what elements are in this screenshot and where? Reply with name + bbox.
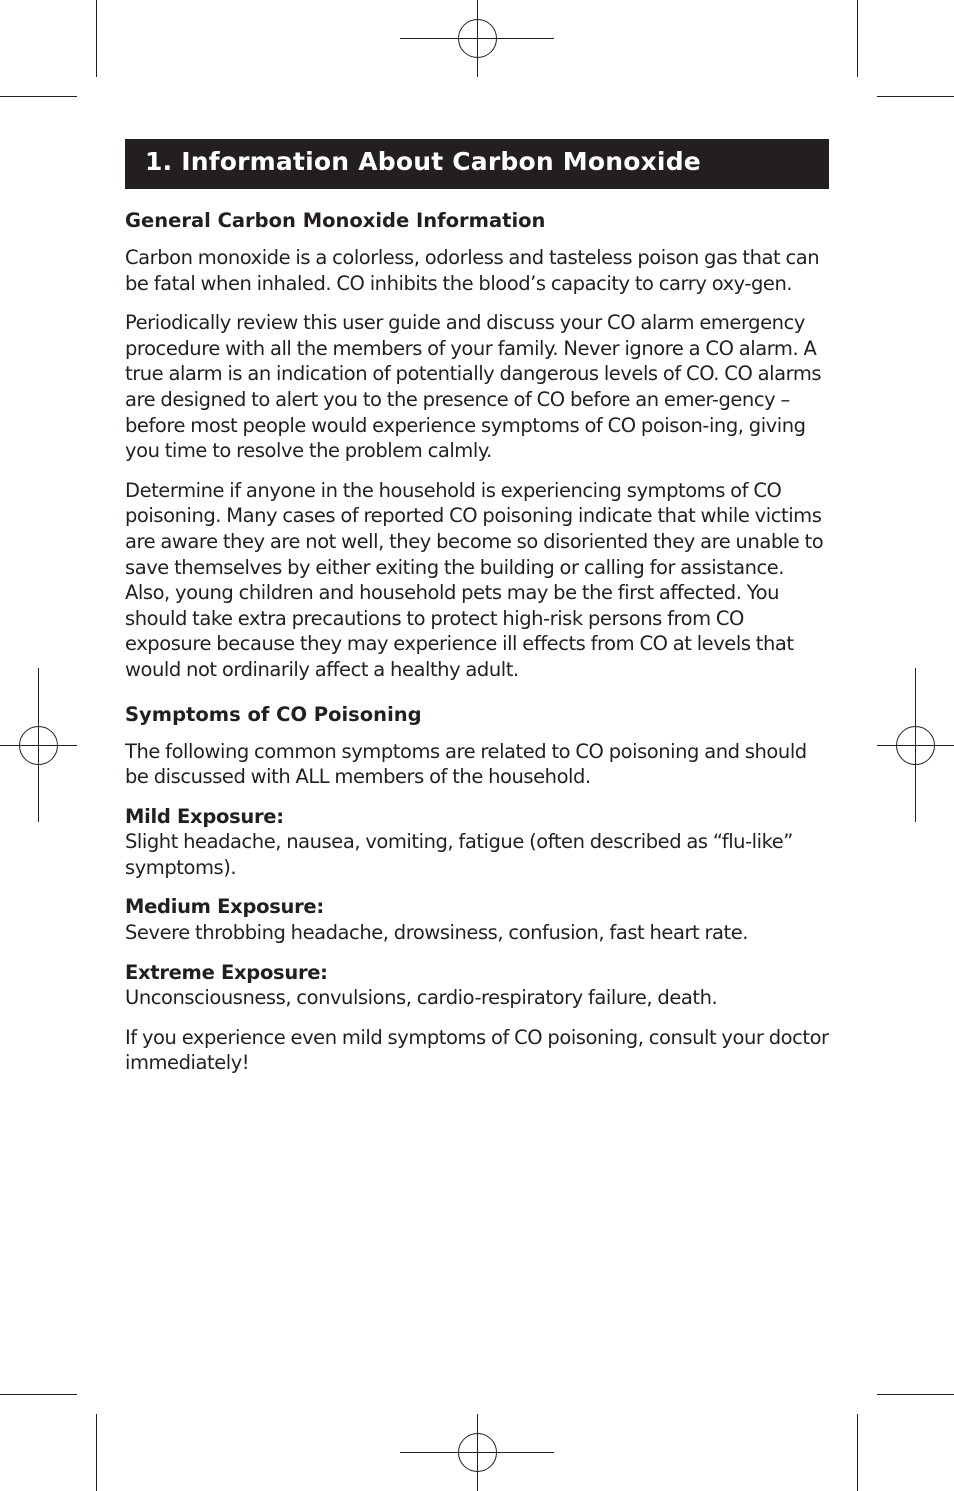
exposure-mild: [125, 804, 829, 881]
registration-mark-left: [0, 668, 77, 822]
exposure-description: Severe throbbing headache, drowsiness, confusion, fast heart rate.: [125, 921, 749, 945]
section-title: 1. Information About Carbon Monoxide: [125, 139, 829, 189]
general-paragraph-2: Periodically review this user guide and discuss your CO alarm emergency procedure with all the members of your family. Never ignore a CO alarm. A true alarm is an indication of potentially dangerous levels of CO. CO alarms are designed to alert you to the presence of CO before an emer-gency – before most people would experience symptoms of CO poison-ing, giving you time to resolve the problem calmly.: [125, 311, 822, 463]
exposure-label: Mild Exposure:: [125, 804, 284, 828]
closing-advice: If you experience even mild symptoms of CO poisoning, consult your doctor immediately!: [125, 1025, 829, 1075]
registration-mark-top: [400, 0, 554, 77]
exposure-label: Extreme Exposure:: [125, 960, 328, 984]
symptoms-intro: The following common symptoms are related to CO poisoning and should be discussed with ALL members of the household.: [125, 739, 807, 789]
general-paragraph-1: Carbon monoxide is a colorless, odorless and tasteless poison gas that can be fatal when inhaled. CO inhibits the blood’s capacity to carry oxy-gen.: [125, 246, 820, 295]
page-content: [125, 139, 829, 1090]
registration-mark-bottom: [400, 1414, 554, 1491]
exposure-extreme: [125, 960, 829, 1011]
exposure-medium: [125, 894, 829, 945]
exposure-description: Unconsciousness, convulsions, cardio-respiratory failure, death.: [125, 986, 718, 1010]
general-paragraph-3: Determine if anyone in the household is experiencing symptoms of CO poisoning. Many cases of reported CO poisoning indicate that while victims are aware they are not well, they become so disoriented they are unable to save themselves by either exiting the building or calling for assistance. Also, young children and household pets may be the first affected. You should take extra precautions to protect high-risk persons from CO exposure because they may experience ill effects from CO at levels that would not ordinarily affect a healthy adult.: [125, 478, 824, 681]
symptoms-heading: Symptoms of CO Poisoning: [125, 702, 422, 726]
registration-mark-right: [877, 668, 954, 822]
exposure-description: Slight headache, nausea, vomiting, fatigue (often described as “flu-like” symptoms).: [125, 830, 793, 879]
general-info-heading: General Carbon Monoxide Information: [125, 209, 546, 232]
exposure-label: Medium Exposure:: [125, 895, 324, 919]
